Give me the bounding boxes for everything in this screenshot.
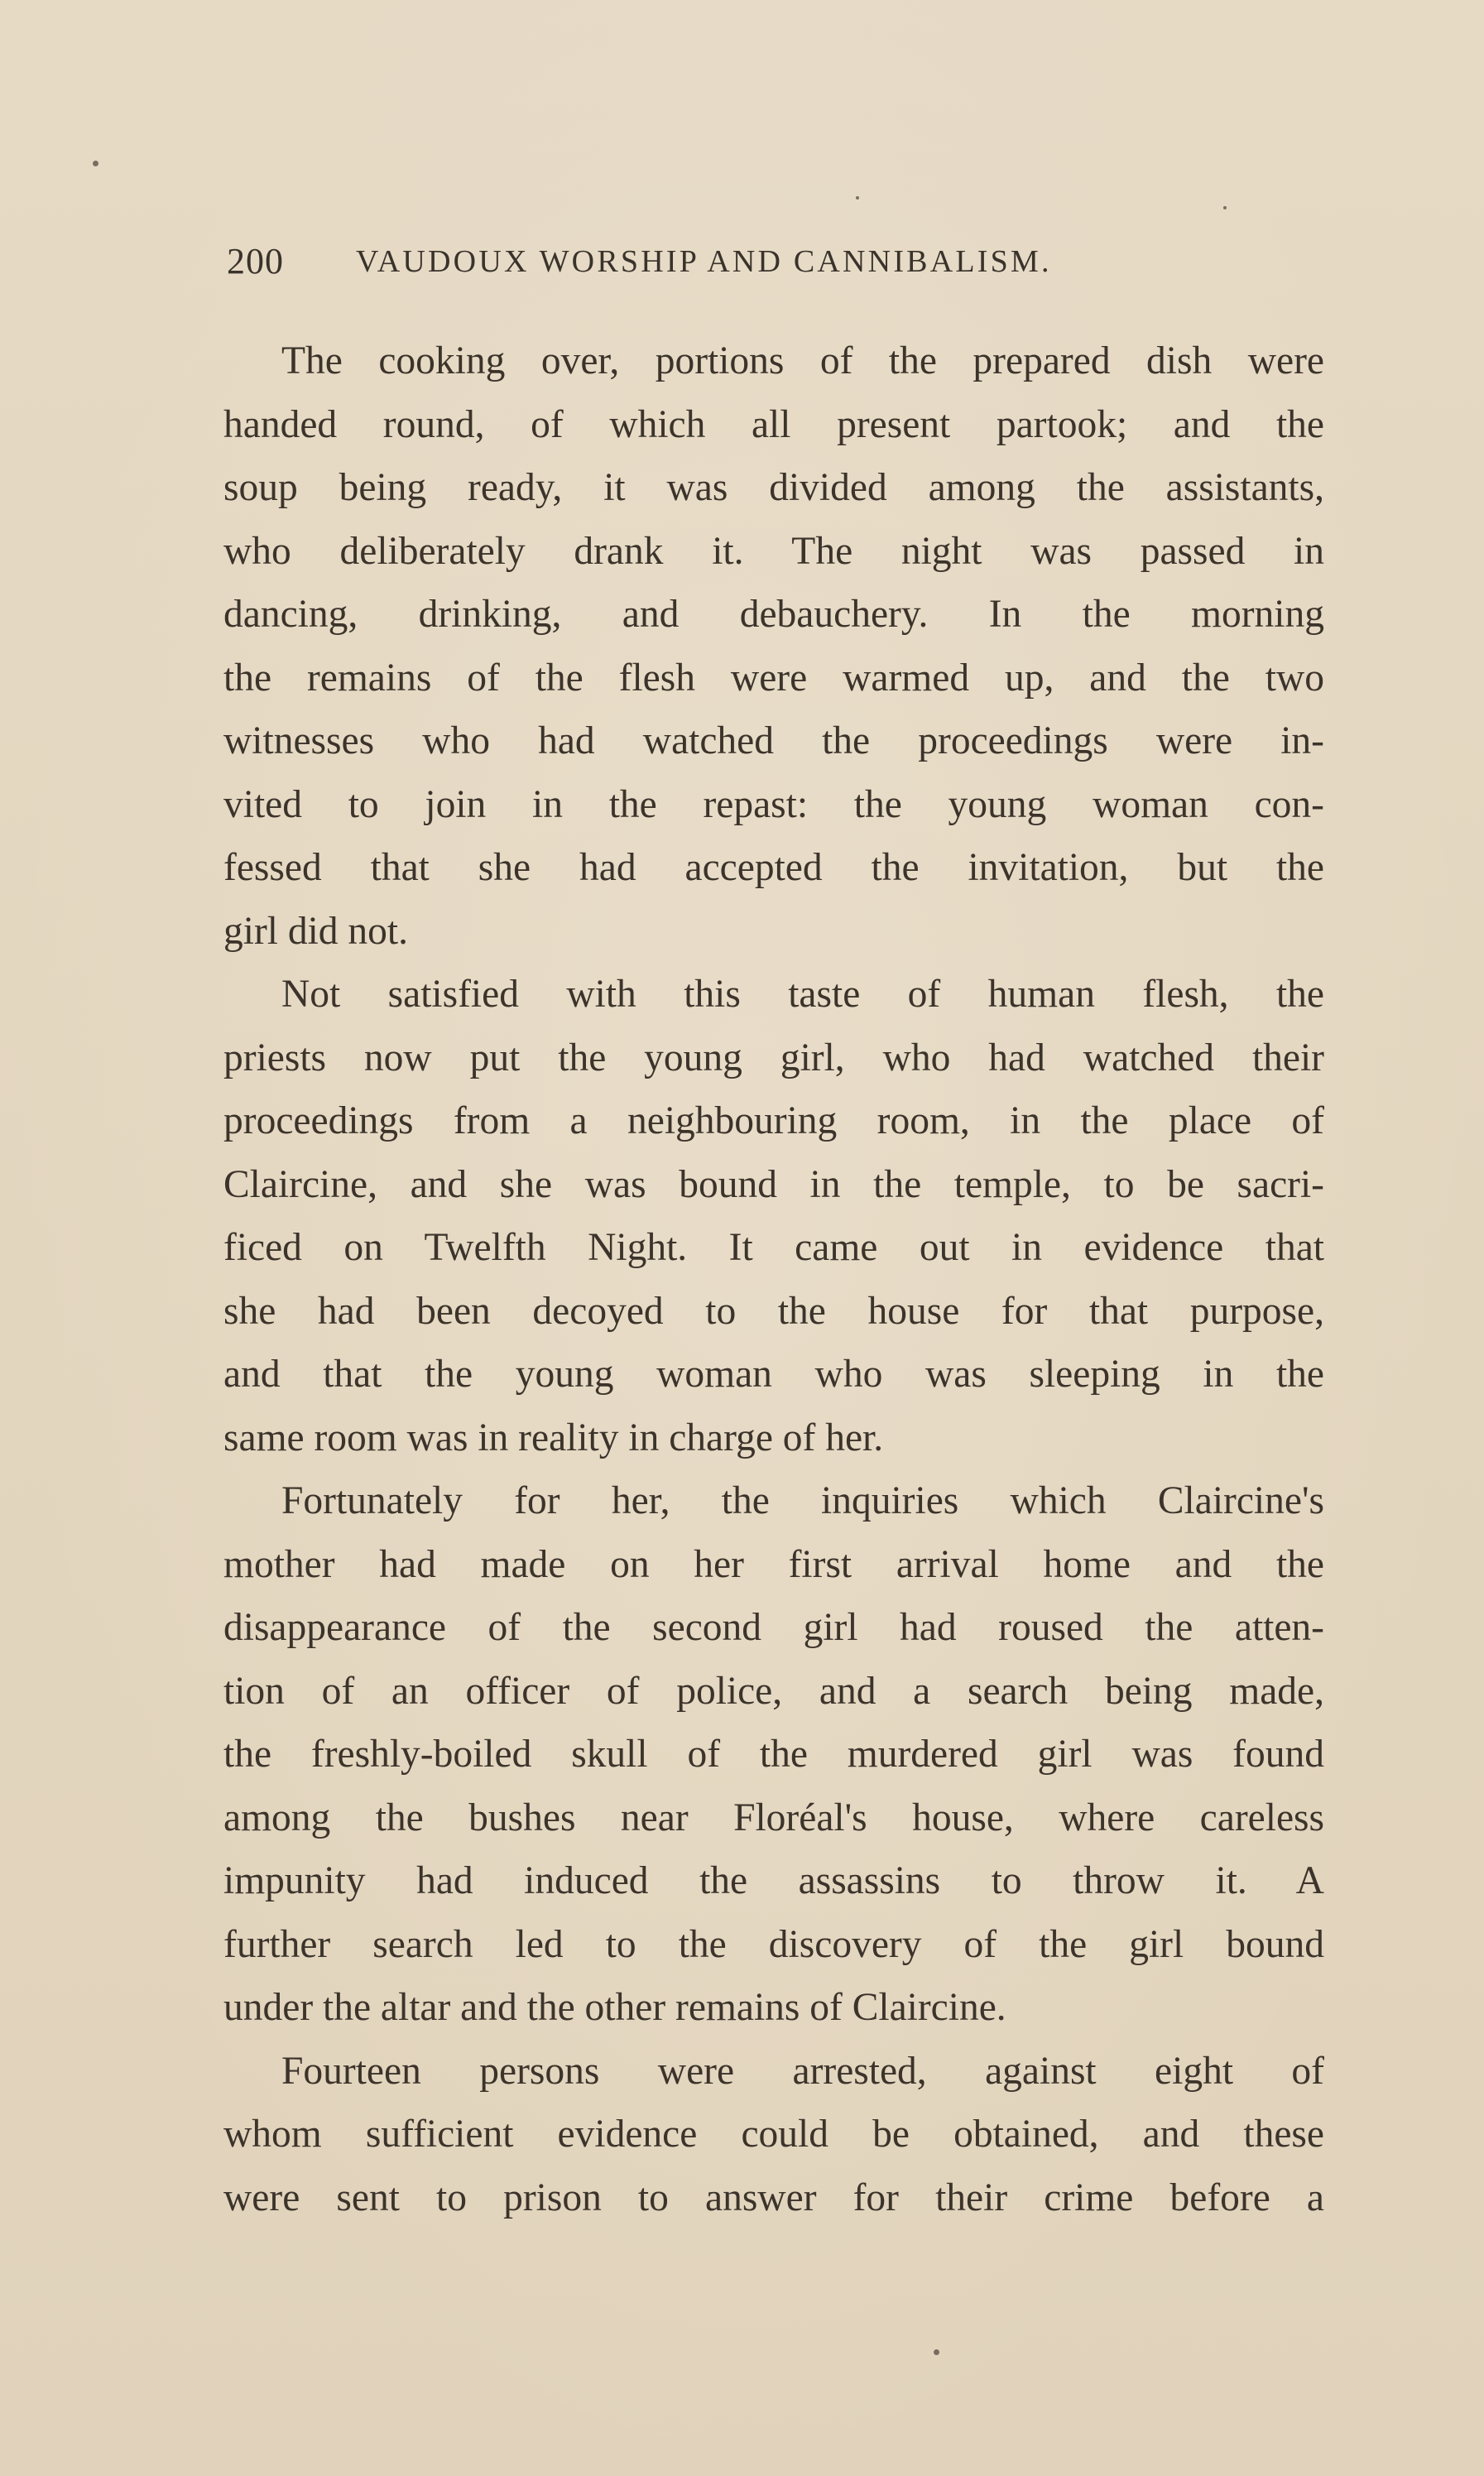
text-line: The cooking over, portions of the prepared dish were [281, 339, 1324, 382]
ink-speck [856, 196, 859, 200]
text-line: among the bushes near Floréal's house, where careless [223, 1796, 1324, 1839]
text-line: who deliberately drank it. The night was passed in [223, 529, 1324, 573]
text-line: Not satisfied with this taste of human flesh, the [281, 973, 1324, 1016]
text-line: Fourteen persons were arrested, against eight of [281, 2049, 1324, 2093]
text-line: mother had made on her first arrival home and the [223, 1542, 1324, 1586]
text-line: and that the young woman who was sleeping in the [223, 1353, 1324, 1396]
text-line: girl did not. [223, 909, 408, 953]
text-line: further search led to the discovery of the girl bound [223, 1922, 1324, 1966]
text-line: under the altar and the other remains of Claircine. [223, 1986, 1006, 2029]
text-line: Claircine, and she was bound in the temple, to be sacri- [223, 1162, 1324, 1206]
text-line: same room was in reality in charge of her. [223, 1416, 884, 1459]
text-line: whom sufficient evidence could be obtained, and these [223, 2113, 1324, 2156]
page-number: 200 [227, 241, 284, 281]
text-line: fessed that she had accepted the invitation, but the [223, 846, 1324, 889]
text-line: ficed on Twelfth Night. It came out in evidence that [223, 1226, 1324, 1269]
text-line: were sent to prison to answer for their crime before a [223, 2176, 1324, 2219]
text-line: vited to join in the repast: the young woman con- [223, 782, 1324, 826]
paragraph-3 [223, 1469, 1324, 2040]
text-line: disappearance of the second girl had roused the atten- [223, 1606, 1324, 1649]
text-line: Fortunately for her, the inquiries which Claircine's [281, 1479, 1324, 1522]
text-line: dancing, drinking, and debauchery. In the morning [223, 593, 1324, 636]
paragraph-2 [223, 963, 1324, 1469]
text-line: she had been decoyed to the house for that purpose, [223, 1289, 1324, 1333]
text-line: soup being ready, it was divided among the assistants, [223, 466, 1324, 509]
running-header [227, 240, 1319, 290]
text-line: witnesses who had watched the proceedings were in- [223, 719, 1324, 762]
text-line: impunity had induced the assassins to throw it. A [223, 1859, 1324, 1902]
text-line: handed round, of which all present partook; and the [223, 402, 1324, 446]
ink-speck [934, 2349, 939, 2355]
running-title: VAUDOUX WORSHIP AND CANNIBALISM. [356, 244, 1052, 279]
ink-speck [93, 161, 98, 166]
body-text [223, 329, 1324, 2229]
ink-speck [1223, 206, 1227, 209]
text-line: tion of an officer of police, and a search being made, [223, 1669, 1324, 1713]
paragraph-4 [223, 2040, 1324, 2230]
text-line: the freshly-boiled skull of the murdered girl was found [223, 1733, 1324, 1776]
text-line: the remains of the flesh were warmed up, and the two [223, 656, 1324, 700]
paragraph-1 [223, 329, 1324, 963]
text-line: priests now put the young girl, who had watched their [223, 1036, 1324, 1079]
text-line: proceedings from a neighbouring room, in the place of [223, 1099, 1324, 1142]
